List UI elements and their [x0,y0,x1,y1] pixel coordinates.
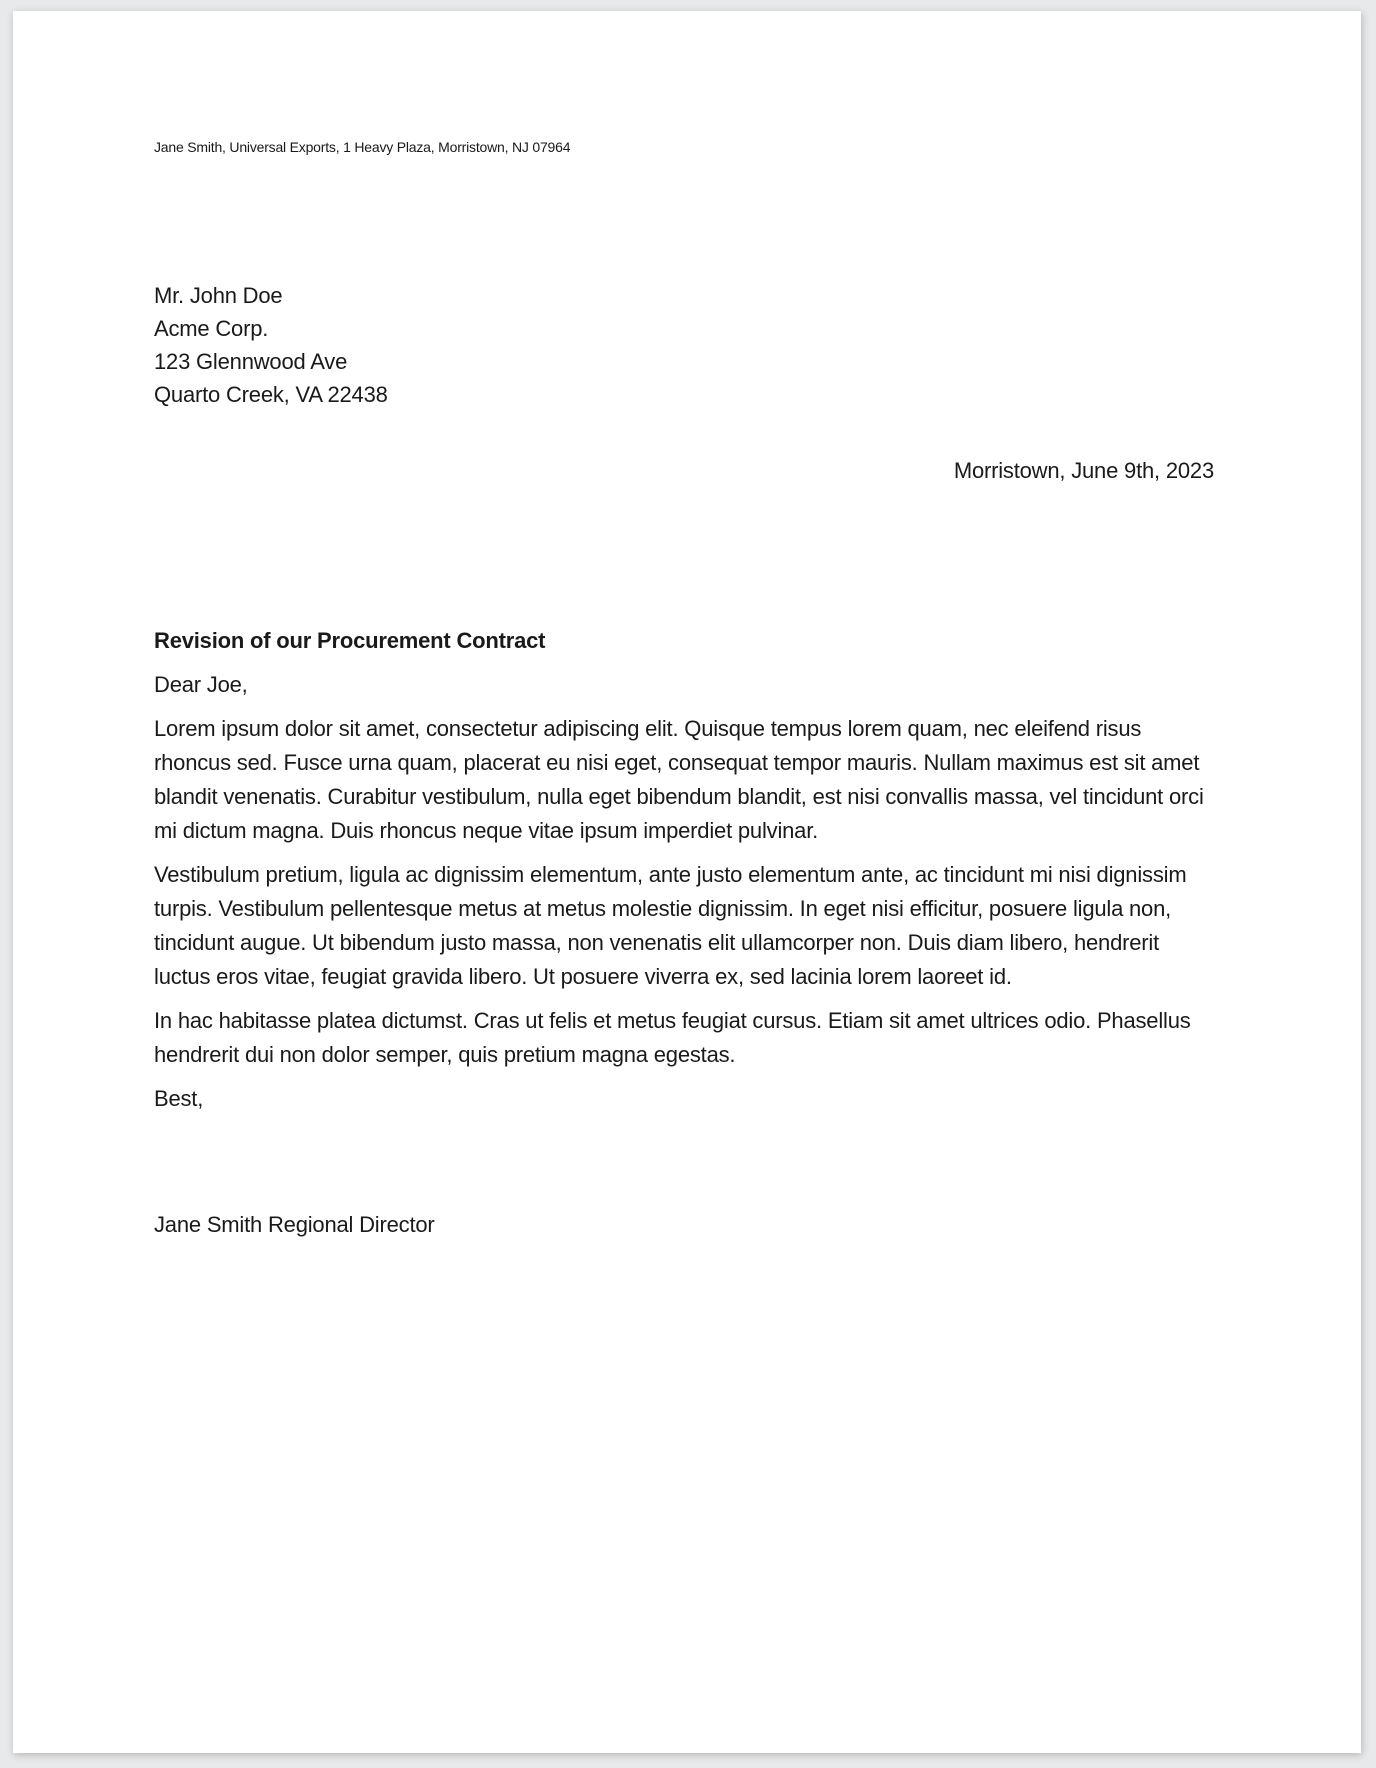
recipient-company: Acme Corp. [154,316,269,341]
letter-page [13,11,1361,1753]
body-paragraph-2: Vestibulum pretium, ligula ac dignissim elementum, ante justo elementum ante, ac tincidunt mi nisi dignissim turpis. Vestibulum pellentesque metus at metus molestie dignissim. In eget nisi efficitur, posuere ligula non, tincidunt augue. Ut bibendum justo massa, non venenatis elit ullamcorper non. Duis diam libero, hendrerit luctus eros vitae, feugiat gravida libero. Ut posuere viverra ex, sed lacinia lorem laoreet id. [154,862,1187,989]
salutation: Dear Joe, [154,672,248,697]
sender-line: Jane Smith, Universal Exports, 1 Heavy Plaza, Morristown, NJ 07964 [154,139,571,155]
recipient-name: Mr. John Doe [154,283,283,308]
recipient-address-block [154,279,1214,411]
recipient-street: 123 Glennwood Ave [154,349,348,374]
body-paragraph-3: In hac habitasse platea dictumst. Cras ut felis et metus feugiat cursus. Etiam sit amet ultrices odio. Phasellus hendrerit dui non dolor semper, quis pretium magna egestas. [154,1008,1191,1067]
date-line: Morristown, June 9th, 2023 [953,458,1214,483]
recipient-city: Quarto Creek, VA 22438 [154,382,388,407]
closing: Best, [154,1086,204,1111]
body-paragraph-1: Lorem ipsum dolor sit amet, consectetur adipiscing elit. Quisque tempus lorem quam, nec eleifend risus rhoncus sed. Fusce urna quam, placerat eu nisi eget, consequat tempor mauris. Nullam maximus est sit amet blandit venenatis. Curabitur vestibulum, nulla eget bibendum blandit, est nisi convallis massa, vel tincidunt orci mi dictum magna. Duis rhoncus neque vitae ipsum imperdiet pulvinar. [154,716,1204,843]
signature-line: Jane Smith Regional Director [154,1212,435,1237]
subject-line: Revision of our Procurement Contract [154,628,546,653]
